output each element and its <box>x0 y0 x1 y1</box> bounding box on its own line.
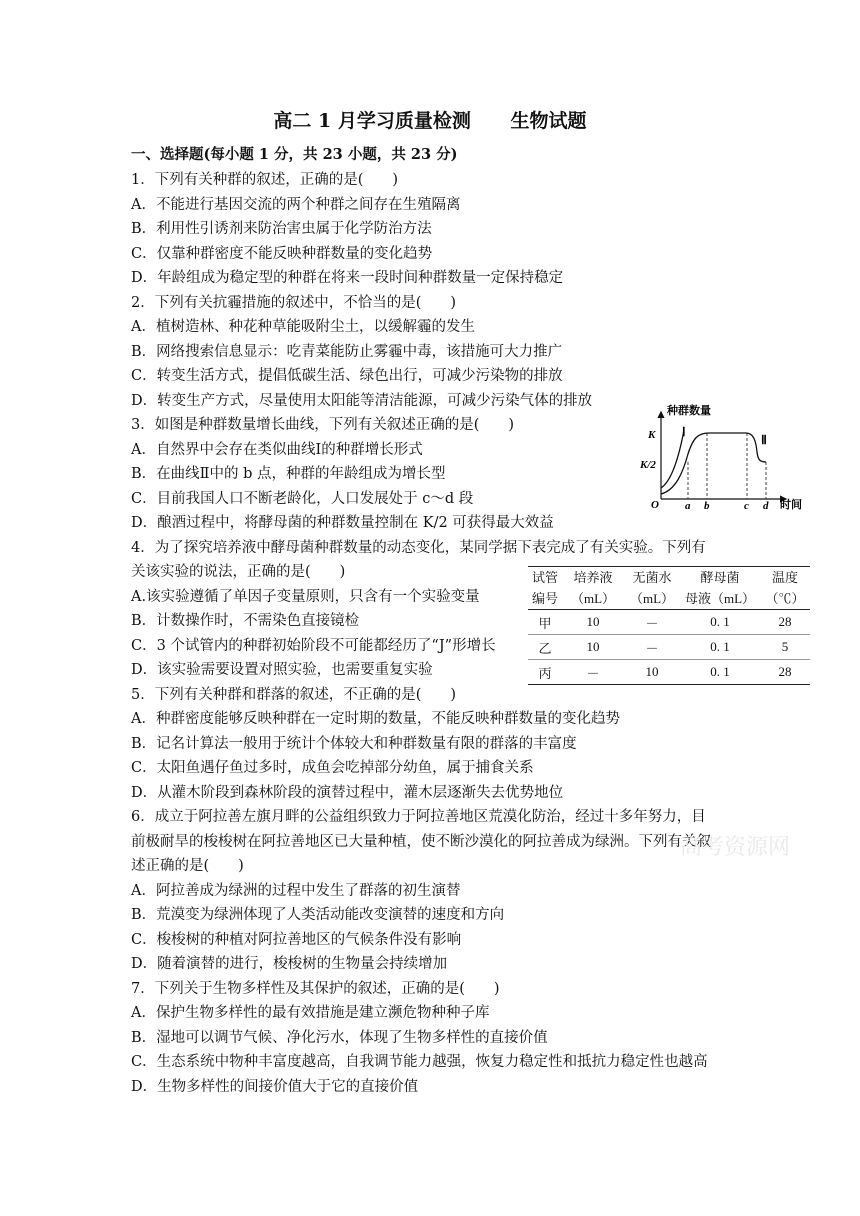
header-medium-line1: 培养液 <box>562 567 624 589</box>
table-cell: 0. 1 <box>680 635 760 660</box>
question-1-stem: 1．下列有关种群的叙述，正确的是( ) <box>131 172 399 188</box>
q6-option-c: C．梭梭树的种植对阿拉善地区的气候条件没有影响 <box>131 932 462 948</box>
table-cell: 28 <box>760 660 810 685</box>
q4-option-d: D．该实验需要设置对照实验，也需要重复实验 <box>131 662 433 678</box>
table-cell: 乙 <box>528 635 562 660</box>
table-cell: － <box>562 660 624 685</box>
table-cell: 28 <box>760 610 810 635</box>
q1-option-a: A．不能进行基因交流的两个种群之间存在生殖隔离 <box>131 197 461 213</box>
table-cell: 0. 1 <box>680 660 760 685</box>
section-heading: 一、选择题(每小题 1 分，共 23 小题，共 23 分) <box>131 146 458 163</box>
page-title: 高二 1 月学习质量检测 生物试题 <box>273 110 587 132</box>
table-header-row <box>528 588 810 610</box>
tick-k-half: K/2 <box>640 459 656 471</box>
q4-option-a: A.该实验遵循了单因子变量原则，只含有一个实验变量 <box>131 589 480 605</box>
table-cell: 10 <box>624 660 680 685</box>
tick-a: a <box>685 500 691 512</box>
header-yeast-line1: 酵母菌 <box>680 567 760 589</box>
table-row <box>528 610 810 635</box>
tick-b: b <box>704 500 710 512</box>
q4-option-c: C．3 个试管内的种群初始阶段不可能都经历了“J”形增长 <box>131 638 496 654</box>
experiment-table <box>528 566 810 685</box>
question-4-stem-cont: 关该实验的说法，正确的是( ) <box>131 564 346 580</box>
q7-option-d: D．生物多样性的间接价值大于它的直接价值 <box>131 1079 419 1095</box>
question-6-stem-cont: 前极耐旱的梭梭树在阿拉善地区已大量种植，使不断沙漠化的阿拉善成为绿洲。下列有关叙 <box>131 834 711 850</box>
header-yeast-line2: 母液（mL） <box>684 591 756 606</box>
q1-option-c: C．仅靠种群密度不能反映种群数量的变化趋势 <box>131 246 433 262</box>
question-2-stem: 2．下列有关抗霾措施的叙述中，不恰当的是( ) <box>131 295 457 311</box>
table-row <box>528 660 810 685</box>
header-temp-line1: 温度 <box>760 567 810 589</box>
q1-option-b: B．利用性引诱剂来防治害虫属于化学防治方法 <box>131 221 432 237</box>
q3-option-a: A．自然界中会存在类似曲线Ⅰ的种群增长形式 <box>131 442 423 458</box>
q2-option-a: A．植树造林、种花种草能吸附尘土，以缓解霾的发生 <box>131 319 475 335</box>
question-4-stem: 4．为了探究培养液中酵母菌种群数量的动态变化，某同学据下表完成了有关实验。下列有 <box>131 540 706 556</box>
q5-option-b: B．记名计算法一般用于统计个体较大和种群数量有限的群落的丰富度 <box>131 736 577 752</box>
q1-option-d: D．年龄组成为稳定型的种群在将来一段时间种群数量一定保持稳定 <box>131 270 564 286</box>
q7-option-a: A．保护生物多样性的最有效措施是建立濒危物种种子库 <box>131 1005 490 1021</box>
q7-option-c: C．生态系统中物种丰富度越高，自我调节能力越强，恢复力稳定性和抵抗力稳定性也越高 <box>131 1054 708 1070</box>
question-5-stem: 5．下列有关种群和群落的叙述，不正确的是( ) <box>131 687 457 703</box>
q3-option-d: D．酿酒过程中，将酵母菌的种群数量控制在 K/2 可获得最大效益 <box>131 515 554 531</box>
q3-option-c: C．目前我国人口不断老龄化，人口发展处于 c～d 段 <box>131 491 474 507</box>
q7-option-b: B．湿地可以调节气候、净化污水，体现了生物多样性的直接价值 <box>131 1030 548 1046</box>
table-cell: 10 <box>562 635 624 660</box>
table-cell: 0. 1 <box>680 610 760 635</box>
tick-d: d <box>763 500 769 512</box>
question-6-stem: 6．成立于阿拉善左旗月畔的公益组织致力于阿拉善地区荒漠化防治，经过十多年努力，目 <box>131 809 706 825</box>
curve-i <box>661 430 684 488</box>
q4-option-b: B．计数操作时，不需染色直接镜检 <box>131 613 360 629</box>
curve-ii <box>661 433 766 494</box>
x-axis-label: 时间 <box>780 499 802 511</box>
q5-option-a: A．种群密度能够反映种群在一定时期的数量，不能反映种群数量的变化趋势 <box>131 711 620 727</box>
header-medium-line2: （mL） <box>570 591 616 606</box>
table-cell: 丙 <box>528 660 562 685</box>
table-cell: 5 <box>760 635 810 660</box>
q6-option-b: B．荒漠变为绿洲体现了人类活动能改变演替的速度和方向 <box>131 907 505 923</box>
population-growth-figure <box>636 402 816 516</box>
table-cell: － <box>624 610 680 635</box>
question-3-stem: 3．如图是种群数量增长曲线，下列有关叙述正确的是( ) <box>131 417 515 433</box>
tick-k: K <box>648 429 656 441</box>
question-7-stem: 7．下列关于生物多样性及其保护的叙述，正确的是( ) <box>131 981 500 997</box>
q6-option-d: D．随着演替的进行，梭梭树的生物量会持续增加 <box>131 956 448 972</box>
table-header-row <box>528 567 810 589</box>
q2-option-d: D．转变生产方式，尽量使用太阳能等清洁能源，可减少污染气体的排放 <box>131 393 593 409</box>
table-cell: － <box>624 635 680 660</box>
y-axis-label: 种群数量 <box>667 405 711 417</box>
header-water-line1: 无菌水 <box>624 567 680 589</box>
curve-i-label: Ⅰ <box>682 425 686 439</box>
q2-option-c: C．转变生活方式，提倡低碳生活、绿色出行，可减少污染物的排放 <box>131 368 563 384</box>
q3-option-b: B．在曲线Ⅱ中的 b 点，种群的年龄组成为增长型 <box>131 466 446 482</box>
header-water-line2: （mL） <box>629 591 675 606</box>
watermark: 高考资源网 <box>680 835 791 860</box>
question-6-stem-end: 述正确的是( ) <box>131 858 244 874</box>
table-row <box>528 635 810 660</box>
header-tube-line1: 试管 <box>528 567 562 589</box>
curve-ii-label: Ⅱ <box>761 433 767 447</box>
q6-option-a: A．阿拉善成为绿洲的过程中发生了群落的初生演替 <box>131 883 461 899</box>
q2-option-b: B．网络搜索信息显示：吃青菜能防止雾霾中毒，该措施可大力推广 <box>131 344 563 360</box>
header-temp-line2: （℃） <box>765 591 805 606</box>
tick-c: c <box>744 500 749 512</box>
q5-option-d: D．从灌木阶段到森林阶段的演替过程中，灌木层逐渐失去优势地位 <box>131 785 564 801</box>
tick-origin: O <box>651 499 659 511</box>
q5-option-c: C．太阳鱼遇仔鱼过多时，成鱼会吃掉部分幼鱼，属于捕食关系 <box>131 760 534 776</box>
table-cell: 10 <box>562 610 624 635</box>
header-tube-line2: 编号 <box>531 591 558 606</box>
table-cell: 甲 <box>528 610 562 635</box>
